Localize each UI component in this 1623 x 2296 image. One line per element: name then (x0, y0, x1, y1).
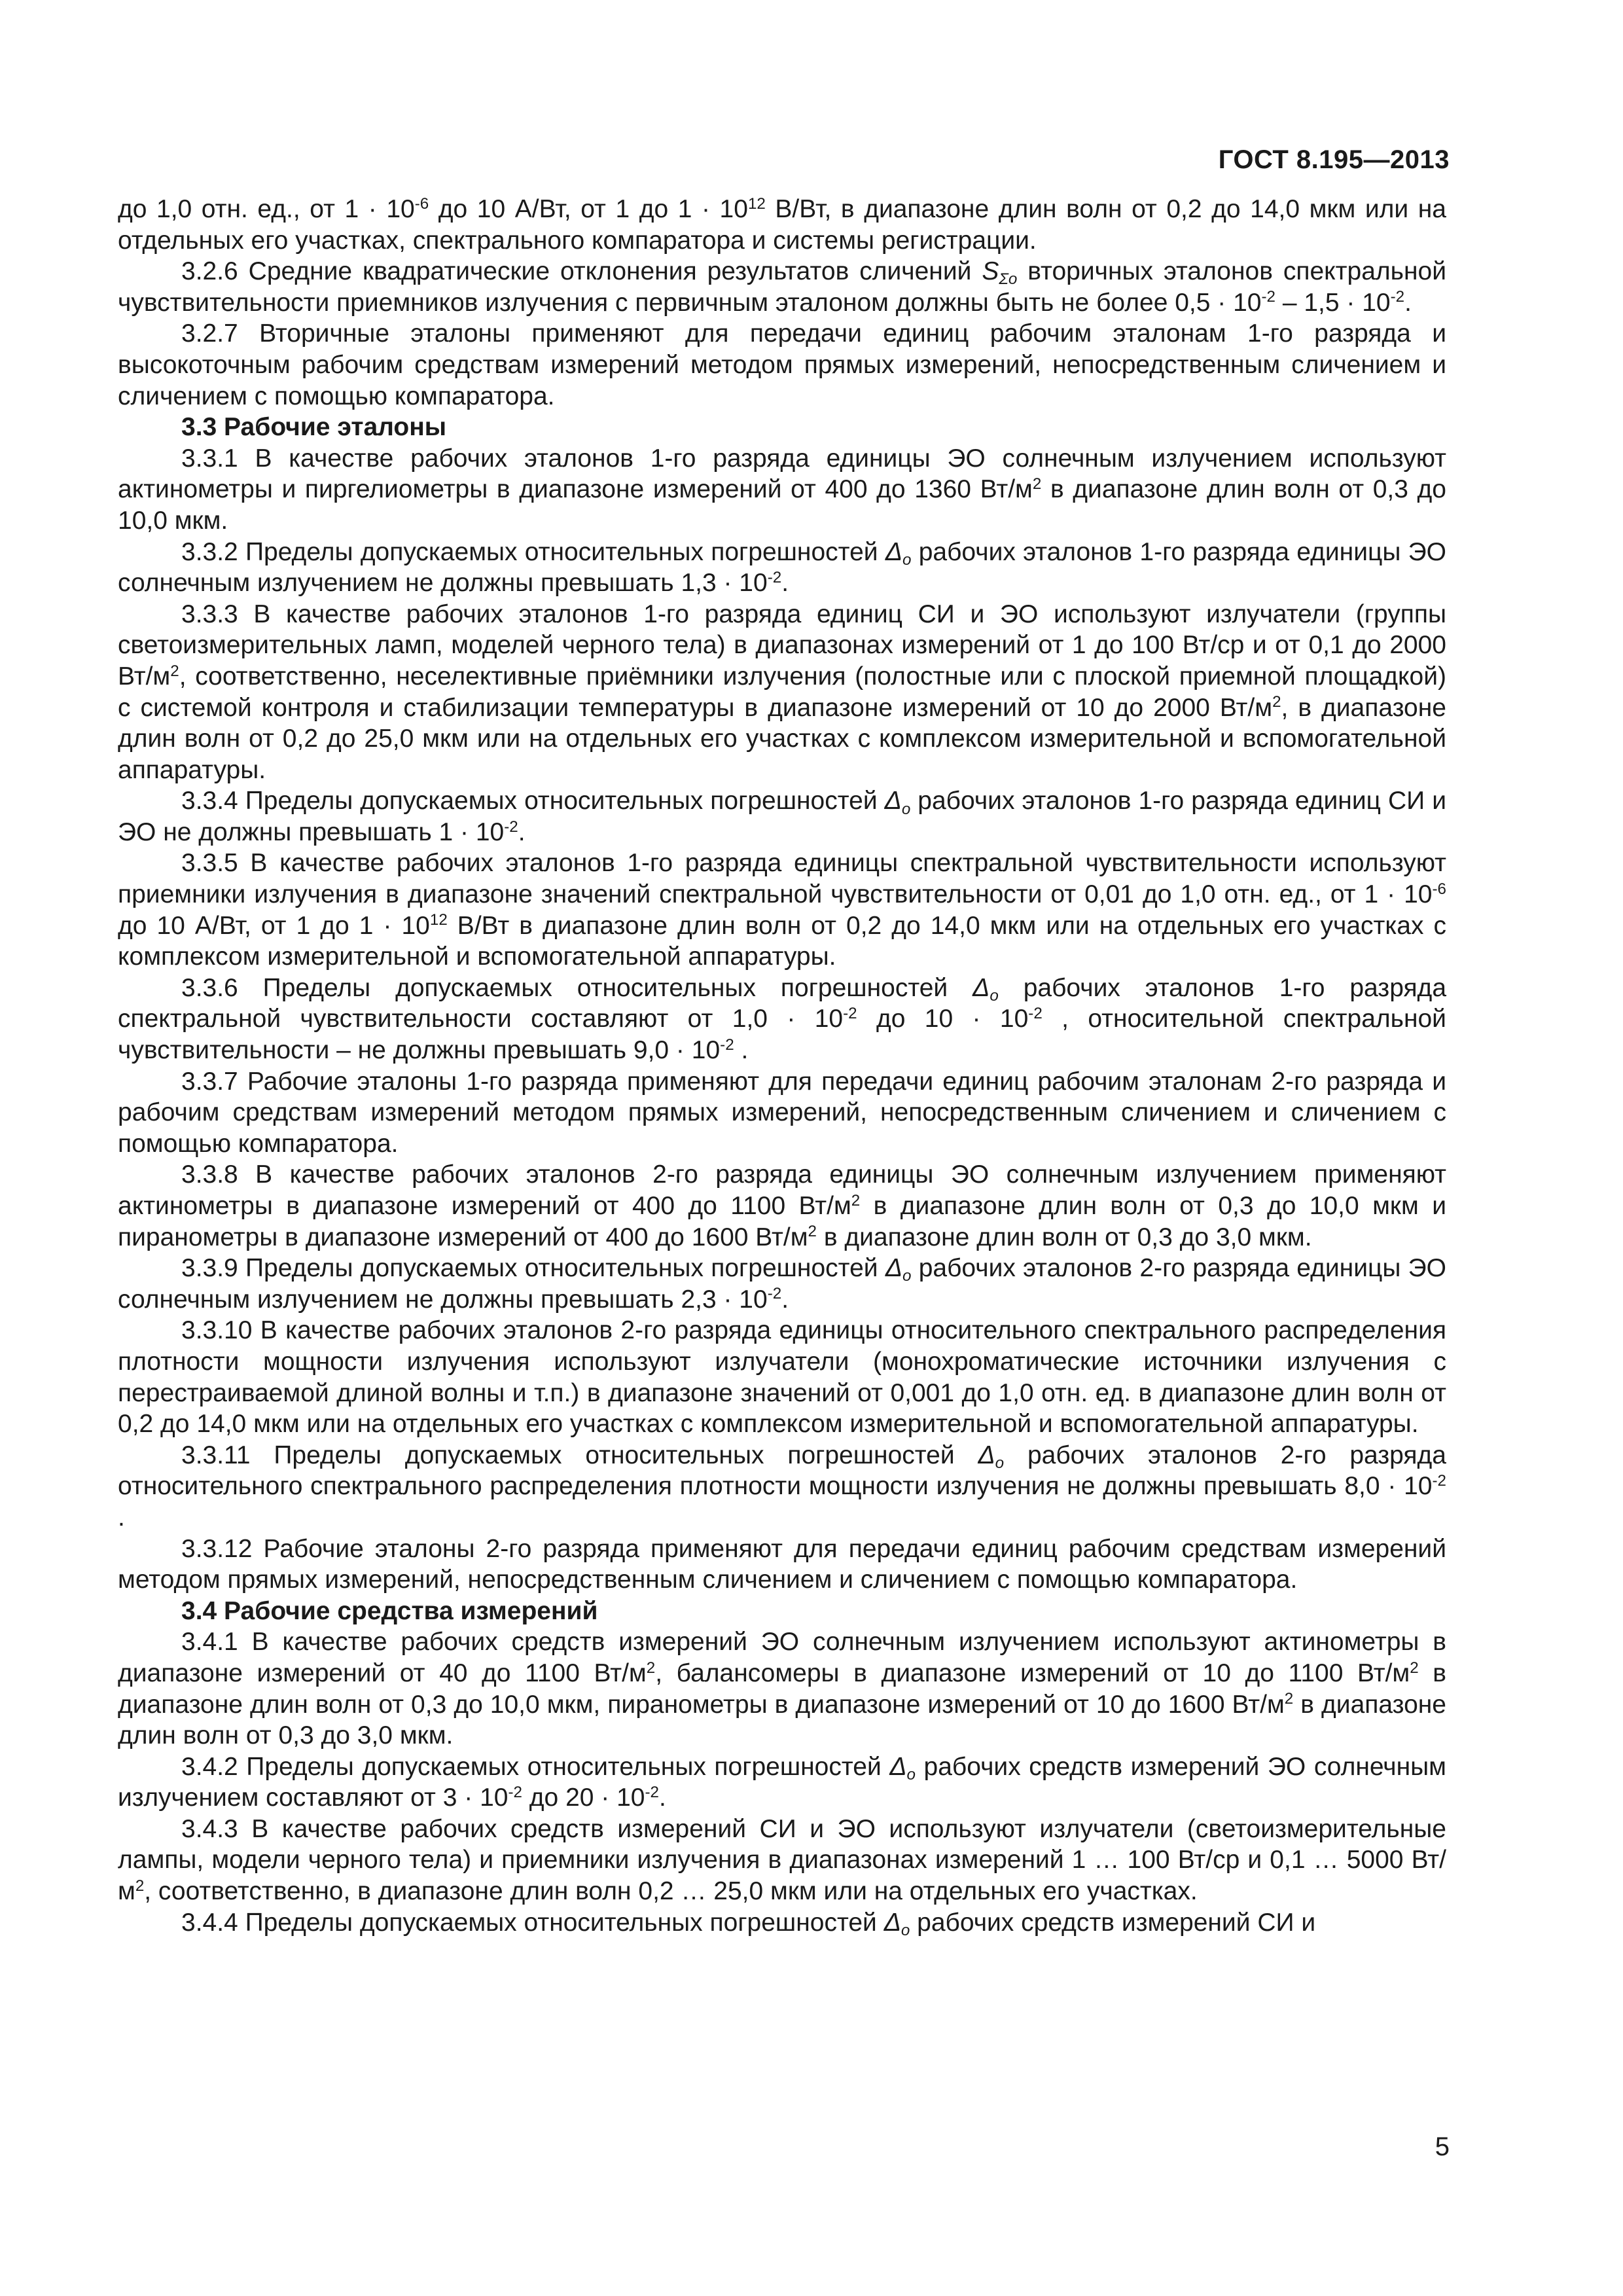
document-body (118, 194, 1446, 1938)
section-heading: 3.3 Рабочие эталоны (181, 413, 447, 442)
page-number: 5 (1435, 2132, 1450, 2161)
body-paragraph: 3.3.4 Пределы допускаемых относительных погрешностей $\Delta_o$ рабочих эталонов 1-го разряда единиц СИ и ЭО не должны превышать $1 \cdot 10^{-2}$. (118, 787, 1446, 846)
section-heading: 3.4 Рабочие средства измерений (181, 1596, 598, 1625)
body-paragraph: 3.3.9 Пределы допускаемых относительных погрешностей $\Delta_o$ рабочих эталонов 2-го разряда единицы ЭО солнечным излучением не должны превышать $2,3 \cdot 10^{-2}$. (118, 1254, 1446, 1314)
body-paragraph: 3.3.6 Пределы допускаемых относительных погрешностей $\Delta_o$ рабочих эталонов 1-го разряда спектральной чувствительности составляют от $1,0 \cdot 10^{-2}$ до $10 \cdot 10^{-2}$ , относительной спектральной чувствительности – не должны превышать $9,0 \cdot 10^{-2}$ . (118, 973, 1447, 1065)
body-paragraph: 3.3.2 Пределы допускаемых относительных погрешностей $\Delta_o$ рабочих эталонов 1-го разряда единицы ЭО солнечным излучением не должны превышать $1,3 \cdot 10^{-2}$. (118, 537, 1446, 598)
body-paragraph: 3.4.4 Пределы допускаемых относительных погрешностей $\Delta_o$ рабочих средств измерений СИ и (181, 1908, 1316, 1939)
document-code-header: ГОСТ 8.195—2013 (1218, 145, 1450, 174)
body-paragraph: 3.2.7 Вторичные эталоны применяют для передачи единиц рабочим эталонам 1-го разряда и высокоточным рабочим средствам измерений методом прямых измерений, непосредственным сличением и сличением с помощью компаратора. (118, 319, 1446, 410)
body-paragraph: 3.3.7 Рабочие эталоны 1-го разряда применяют для передачи единиц рабочим эталонам 2-го разряда и рабочим средствам измерений методом прямых измерений, непосредственным сличением и сличением с помощью компаратора. (118, 1067, 1446, 1158)
body-paragraph: до 1,0 отн. ед., от $1 \cdot 10^{-6}$ до 10 А/Вт, от 1 до $1 \cdot 10^{12}$ В/Вт, в диапазоне длин волн от 0,2 до 14,0 мкм или на отдельных его участках, спектрального компаратора и системы регистрации. (118, 194, 1446, 255)
body-paragraph: 3.3.8 В качестве рабочих эталонов 2-го разряда единицы ЭО солнечным излучением применяют актинометры в диапазоне измерений от 400 до 1100 $Вт/м^2$ в диапазоне длин волн от 0,3 до 10,0 мкм и пиранометры в диапазоне измерений от 400 до 1600 $Вт/м^2$ в диапазоне длин волн от 0,3 до 3,0 мкм. (118, 1160, 1446, 1251)
body-paragraph: 3.3.12 Рабочие эталоны 2-го разряда применяют для передачи единиц рабочим средствам измерений методом прямых измерений, непосредственным сличением и сличением с помощью компаратора. (118, 1534, 1446, 1594)
body-paragraph: 3.2.6 Средние квадратические отклонения результатов сличений $S_{\Sigma o}$ вторичных эталонов спектральной чувствительности приемников излучения с первичным эталоном должны быть не более $0,5 \cdot 10^{-2} - 1,5 \cdot 10^{-2}$. (118, 257, 1446, 317)
body-paragraph: 3.3.5 В качестве рабочих эталонов 1-го разряда единицы спектральной чувствительности используют приемники излучения в диапазоне значений спектральной чувствительности от 0,01 до 1,0 отн. ед., от $1 \cdot 10^{-6}$ до 10 А/Вт, от 1 до $1 \cdot 10^{12}$ В/Вт в диапазоне длин волн от 0,2 до 14,0 мкм или на отдельных его участках с комплексом измерительной и вспомогательной аппаратуры. (118, 849, 1447, 971)
body-paragraph: 3.3.11 Пределы допускаемых относительных погрешностей $\Delta_o$ рабочих эталонов 2-го разряда относительного спектрального распределения плотности мощности излучения не должны превышать $8,0 \cdot 10^{-2}$ . (118, 1441, 1446, 1532)
body-paragraph: 3.4.1 В качестве рабочих средств измерений ЭО солнечным излучением используют актинометры в диапазоне измерений от 40 до 1100 $Вт/м^2$, балансомеры в диапазоне измерений от 10 до 1100 $Вт/м^2$ в диапазоне длин волн от 0,3 до 10,0 мкм, пиранометры в диапазоне измерений от 10 до 1600 $Вт/м^2$ в диапазоне длин волн от 0,3 до 3,0 мкм. (118, 1628, 1446, 1750)
body-paragraph: 3.4.2 Пределы допускаемых относительных погрешностей $\Delta_o$ рабочих средств измерений ЭО солнечным излучением составляют от $3 \cdot 10^{-2}$ до $20 \cdot 10^{-2}$. (118, 1752, 1446, 1812)
body-paragraph: 3.3.3 В качестве рабочих эталонов 1-го разряда единиц СИ и ЭО используют излучатели (группы светоизмерительных ламп, моделей черного тела) в диапазонах измерений от 1 до 100 Вт/ср и от 0,1 до 2000 $Вт/м^2$, соответственно, неселективные приёмники излучения (полостные или с плоской приемной площадкой) с системой контроля и стабилизации температуры в диапазоне измерений от 10 до 2000 $Вт/м^2$, в диапазоне длин волн от 0,2 до 25,0 мкм или на отдельных его участках с комплексом измерительной и вспомогательной аппаратуры. (118, 600, 1446, 784)
body-paragraph: 3.3.10 В качестве рабочих эталонов 2-го разряда единицы относительного спектрального распределения плотности мощности излучения используют излучатели (монохроматические источники излучения с перестраиваемой длиной волны и т.п.) в диапазоне значений от 0,001 до 1,0 отн. ед. в диапазоне длин волн от 0,2 до 14,0 мкм или на отдельных его участках с комплексом измерительной и вспомогательной аппаратуры. (118, 1316, 1446, 1439)
body-paragraph: 3.4.3 В качестве рабочих средств измерений СИ и ЭО используют излучатели (светоизмерительные лампы, модели черного тела) и приемники излучения в диапазонах измерений 1 … 100 Вт/ср и 0,1 … 5000 $Вт/м^2$, соответственно, в диапазоне длин волн 0,2 … 25,0 мкм или на отдельных его участках. (118, 1814, 1446, 1906)
body-paragraph: 3.3.1 В качестве рабочих эталонов 1-го разряда единицы ЭО солнечным излучением используют актинометры и пиргелиометры в диапазоне измерений от 400 до 1360 $Вт/м^2$ в диапазоне длин волн от 0,3 до 10,0 мкм. (118, 444, 1446, 535)
